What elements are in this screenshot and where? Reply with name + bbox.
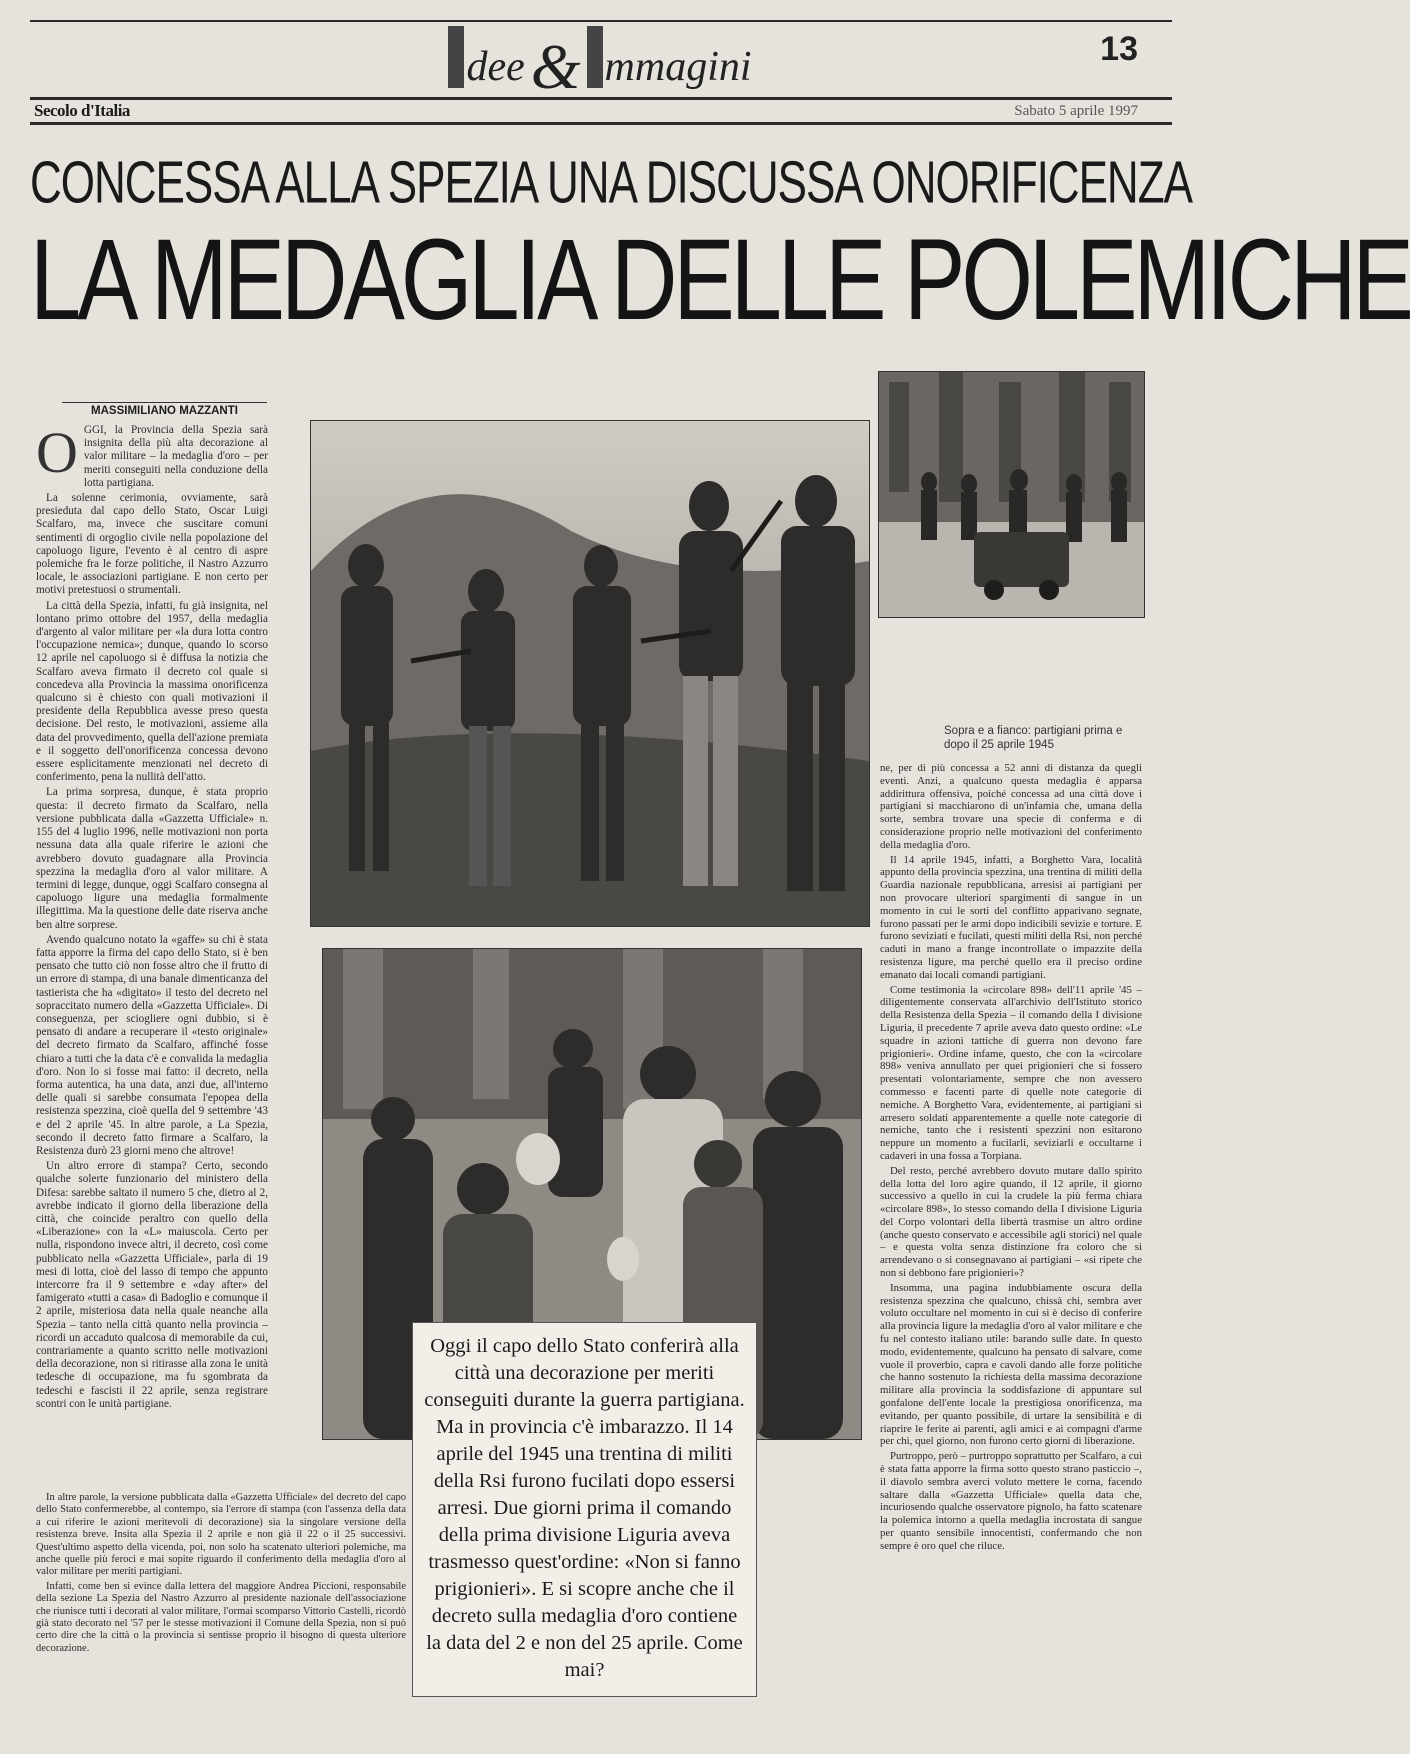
dropcap: O [36, 420, 78, 485]
section-title-part2: mmagini [604, 44, 752, 90]
photo-caption: Sopra e a fianco: partigiani prima e dopo il 25 aprile 1945 [944, 725, 1123, 751]
main-headline: LA MEDAGLIA DELLE POLEMICHE [30, 216, 1410, 344]
article-paragraph: ne, per di più concessa a 52 anni di distanza da quegli eventi. Anzi, a qualcuno questa medaglia è apparsa addirittura offensiva, poiché concessa ad una città dove i partigiani si macchiarono di un'infamia che, umana della sorte, sembra trovare una specie di conferma e di considerazione proprio nelle motivazioni del conferimento della medaglia d'oro. [880, 762, 1142, 851]
article-paragraph: Il 14 aprile 1945, infatti, a Borghetto Vara, località appunto della provincia spezzina, una trentina di militi della Guardia nazionale repubblicana, arresisi ai partigiani per non provocare ulteriori spargimenti di sangue in un momento in cui le sorti del conflitto apparivano segnate, furono passati per le armi dopo indicibili sevizie e torture. E furono seviziati e fucilati, questi militi della Rsi, non perché caduti in mano a frange incontrollate o impazzite della resistenza ligure, ma perché quello era il preciso ordine emanato dai locali comandi partigiani. [880, 853, 1142, 981]
section-title [360, 22, 840, 102]
article-paragraph: La prima sorpresa, dunque, è stata proprio questa: il decreto firmato da Scalfaro, nella versione pubblicata dalla «Gazzetta Ufficiale» n. 155 del 4 luglio 1996, nelle motivazioni non porta nessuna data alla quale riferire le azioni che avrebbero dovuto guadagnare alla Provincia spezzina la medaglia d'oro al valor militare. A termini di legge, dunque, oggi Scalfaro consegna al capoluogo ligure una medaglia formalmente illegittima. Ma la questione delle date riserva anche ben altre sorprese. [36, 786, 268, 931]
article-paragraph: GGI, la Provincia della Spezia sarà insignita della più alta decorazione al valor militare – la medaglia d'oro – per meriti conseguiti nella conduzione della lotta partigiana. [83, 424, 268, 489]
masthead-rule [30, 122, 1172, 125]
article-paragraph: Un altro errore di stampa? Certo, secondo qualche solerte funzionario del ministero della Difesa: sarebbe saltato il numero 5 che, dietro al 2, avrebbe indicato il giorno della liberazione della città, che coincide peraltro con quello della «Liberazione» con la «L» maiuscola. Certo per nulla, rispondono invece altri, il decreto, così come pubblicato nella «Gazzetta Ufficiale», parla di 19 mesi di lotta, cioè del lasso di tempo che appunto intercorre fra il 9 settembre e «day after» del famigerato «tutti a casa» di Badoglio e comunque il 2 aprile, misteriosa data nella quale neanche alla Spezia – tanto nella città quanto nella provincia – ricordi un accaduto qualcosa di memorabile da cui, contrariamente a quanto scritto nelle motivazioni della decorazione, non si ritirasse alla zona le unità tedesche di occupazione, ma fu sgombrata da tedeschi e fascisti il 22 aprile, senza registrare scontri con le unità partigiane. [36, 1160, 268, 1410]
byline: MASSIMILIANO MAZZANTI [62, 402, 267, 417]
article-paragraph: Come testimonia la «circolare 898» dell'11 aprile '45 – diligentemente conservata all'archivio dell'Istituto storico della Resistenza della Spezia – il comando della I divisione Liguria, il precedente 7 aprile aveva dato questo ordine: «Le squadre in azioni tattiche di guerra non devono fare prigionieri». Ordine infame, questo, che con la «circolare 898» veniva annullato per quei prigionieri che si fossero presentati volontariamente, sempre che non avessero commesso e facenti parte di quelle note categorie di nemiche. A Borghetto Vara, evidentemente, ai partigiani si arresero soldati apparentemente a quelle note categorie di nemiche, tanto che i resistenti spezzini non esitarono neppure un momento a fucilarli, seviziarli e occultarne i cadaveri in una fossa a Torpiana. [880, 983, 1142, 1162]
photo-partisan-column [878, 371, 1145, 618]
article-paragraph: La solenne cerimonia, ovviamente, sarà presieduta dal capo dello Stato, Oscar Luigi Scalfaro, ma, invece che suscitare comuni sentimenti di orgoglio civile nella popolazione del capoluogo ligure, l'evento è al centro di aspre polemiche fra le forze politiche, il Nastro Azzurro locale, le associazioni partigiane. E non certo per motivi pretestuosi o strumentali. [36, 492, 268, 597]
article-paragraph: Purtroppo, però – purtroppo soprattutto per Scalfaro, a cui è stata fatta apporre la firma sotto questo strano pasticcio –, il diavolo sembra averci voluto mettere le corna, facendo saltare dalla «Gazzetta Ufficiale» quella data che, incuriosendo qualche osservatore pignolo, ha fatto scatenare la polemica intorno a quella medaglia incrostata di sangue per quanto sensibile innocentisti, confermando che non sempre è oro quel che riluce. [880, 1450, 1142, 1552]
article-bottom-block [36, 1492, 406, 1728]
section-letter-bar-i2 [587, 26, 603, 88]
article-paragraph: Insomma, una pagina indubbiamente oscura della resistenza spezzina che qualcuno, chissà chi, sembra aver voluto occultare nel momento in cui si è deciso di conferire alla provincia ligure la medaglia d'oro al valor militare e che fu nel contesto italiano utile: barando sulle date. In questo modo, evidentemente, qualcuno ha pensato di salvare, come vuole il proverbio, capra e cavoli dando alle forze politiche che hanno sostenuto la richiesta della massima decorazione militare alla provincia la soddisfazione di appuntare sul gonfalone dell'ente locale la prestigiosa onorificenza, ma evitando, per quanto possibile, di urtare la sensibilità e di riaprire le ferite ai parenti, agli amici e ai compagni d'arme per chi, quel giorno, non furono certo giorni di liberazione. [880, 1281, 1142, 1448]
kicker-headline: CONCESSA ALLA SPEZIA UNA DISCUSSA ONORIFICENZA [30, 150, 1192, 217]
photo-partisans-walking [310, 420, 870, 927]
article-paragraph: In altre parole, la versione pubblicata dalla «Gazzetta Ufficiale» del decreto del capo dello Stato confermerebbe, al contempo, sia l'errore di stampa (con l'assenza della data a cui riferire le azioni meritevoli di decorazione) sia la singolare versione della resistenza breve. Insita alla Spezia il 2 aprile e non già il 22 o il 25 successivi. Quest'ultimo aspetto della vicenda, poi, non solo ha scatenato ulteriori polemiche, ma anche quelle più feroci e mai sopite riguardo il conferimento della medaglia d'oro al valor militare per meriti partigiani. [36, 1492, 406, 1578]
article-paragraph: Infatti, come ben si evince dalla lettera del maggiore Andrea Piccioni, responsabile della sezione La Spezia del Nastro Azzurro al presidente nazionale dell'associazione che riunisce tutti i decorati al valor militare, l'ormai scomparso Vittorio Castelli, ricordò già stato decorato nel '57 per le stesse motivazioni il Comune della Spezia, non si può certo dire che la città o la provincia si sentisse proprio il bisogno di questa ulteriore decorazione. [36, 1580, 406, 1654]
section-title-part1: dee [466, 44, 525, 90]
pull-quote: Oggi il capo dello Stato conferirà alla città una decorazione per meriti conseguiti durante la guerra partigiana. Ma in provincia c'è imbarazzo. Il 14 aprile del 1945 una trentina di militi della Rsi furono fucilati dopo essersi arresi. Due giorni prima il comando della prima divisione Liguria aveva trasmesso quest'ordine: «Non si fanno prigionieri». E si scopre anche che il decreto sulla medaglia d'oro contiene la data del 2 e non del 25 aprile. Come mai? [412, 1322, 757, 1697]
issue-date: Sabato 5 aprile 1997 [1014, 103, 1138, 119]
article-paragraph: Del resto, perché avrebbero dovuto mutare dallo spirito della lotta del loro agire quando, il 12 aprile, il giorno successivo a quello in cui la crudele la più ferma chiara «circolare 898», lo stesso comando della I divisione Liguria del Corpo volontari della libertà trasmise un altro ordine (anche questo conservato e accessibile agli storici) nel quale – e questa volta senza distinzione fra coloro che si arrendevano o si consegnavano ai partigiani – «si ripete che non si debbono fare prigionieri»? [880, 1164, 1142, 1280]
page-number: 13 [1100, 30, 1138, 68]
masthead: Secolo d'Italia [34, 101, 130, 120]
article-column-3 [880, 762, 1142, 1702]
section-title-ampersand: & [530, 31, 581, 102]
section-letter-bar-i [448, 26, 464, 88]
article-paragraph: Avendo qualcuno notato la «gaffe» su chi è stata fatta apporre la firma del capo dello Stato, si è ben pensato che tutto ciò non fosse altro che il frutto di un errore di stampa, di una banale dimenticanza del tastierista che ha «digitato» il testo del decreto nel sopraccitato numero della «Gazzetta Ufficiale». Di conseguenza, per sciogliere ogni dubbio, si è pensato di andare a recuperare il «testo originale» del decreto firmato da Scalfaro, affinché fosse chiaro a tutti che la data c'è e convalida la medaglia d'oro. Non lo si fosse mai fatto: il decreto, nella forma autentica, ha una data, anzi due, all'interno delle quali si sarebbe consumata l'epopea della resistenza spezzina, cioè quella del 9 settembre '43 e del 2 aprile '45. In altre parole, a La Spezia, secondo il decreto fatto firmare a Scalfaro, la Resistenza durò 23 giorni meno che altrove! [36, 933, 268, 1157]
article-paragraph: La città della Spezia, infatti, fu già insignita, nel lontano primo ottobre del 1957, della medaglia d'argento al valor militare per «la dura lotta contro l'occupazione nemica»; dunque, quando lo scorso 12 aprile nel capoluogo si è diffusa la notizia che Scalfaro aveva firmato il decreto col quale si concedeva alla Provincia la massima onorificenza qualcuno si è chiesto con quali motivazioni il presidente della Repubblica avesse preso questa decisione. Del resto, le motivazioni, assieme alla data del provvedimento, quella dell'azione premiata e il soggetto dell'onorificenza concessa devono essere esplicitamente menzionati nel decreto di conferimento, pena la nullità dell'atto. [36, 599, 268, 784]
